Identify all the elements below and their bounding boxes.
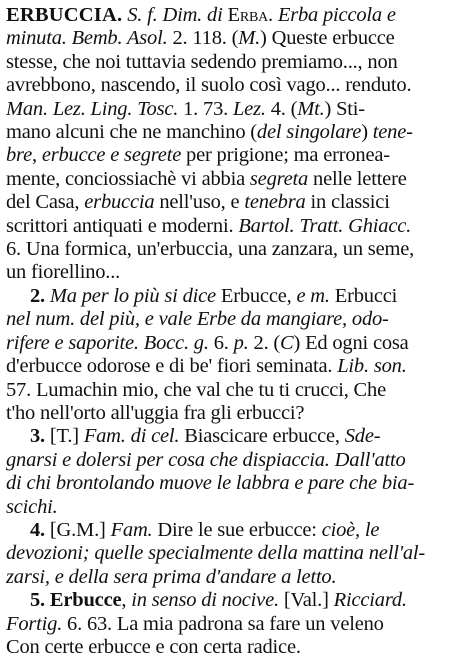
sense-number: 5. xyxy=(30,589,50,612)
entry-line xyxy=(6,496,464,519)
text-segment: ) Queste erbucce xyxy=(260,27,395,50)
text-segment: devozioni; quelle specialmente della mattina nell'al- xyxy=(6,542,426,565)
text-segment: gnarsi e dolersi per cosa che dispiaccia. Dall'atto xyxy=(6,448,406,471)
text-segment: 2. 118. ( xyxy=(167,27,239,50)
sense-number: 3. xyxy=(30,425,50,448)
text-segment: t'ho nell'orto all'uggia fra gli erbucci? xyxy=(6,401,305,424)
text-segment: M. xyxy=(238,27,261,50)
text-segment: Ma per lo più si dice xyxy=(49,284,216,307)
entry-line xyxy=(6,51,464,74)
text-segment: [T.] xyxy=(49,425,84,448)
text-segment: per prigione; ma erronea- xyxy=(181,144,390,167)
text-segment: [Val.] xyxy=(278,589,334,612)
text-segment: nell'uso, e xyxy=(154,191,245,214)
text-segment: mano alcuni che ne manchino ( xyxy=(6,121,257,144)
text-segment: Erba xyxy=(222,4,269,26)
entry-line xyxy=(6,98,464,121)
text-segment: d'erbucce odorose e di be' fiori seminata. xyxy=(6,355,338,378)
text-segment: minuta. Bemb. Asol. xyxy=(6,27,168,50)
text-segment: scrittori antiquati e moderni. xyxy=(6,214,239,237)
entry-line xyxy=(6,636,464,659)
entry-line xyxy=(6,121,464,144)
text-segment: , xyxy=(121,589,132,612)
sense-5-line xyxy=(6,589,464,612)
entry-line xyxy=(6,4,464,27)
text-segment: di chi brontolando muove le labbra e pare che bia- xyxy=(6,472,415,495)
text-segment: ) Ed ogni cosa xyxy=(293,331,409,354)
text-segment: del Casa, xyxy=(6,191,85,214)
entry-line xyxy=(6,191,464,214)
text-segment: 6. xyxy=(208,331,234,354)
text-segment: p. xyxy=(233,331,249,354)
entry-line xyxy=(6,613,464,636)
entry-line xyxy=(6,355,464,378)
text-segment: nelle lettere xyxy=(308,167,407,190)
text-segment: Erbucce xyxy=(49,589,122,612)
text-segment: bre xyxy=(6,144,32,167)
entry-line xyxy=(6,402,464,425)
text-segment: Mt. xyxy=(297,97,325,120)
text-segment: Dire le sue erbucce: xyxy=(152,518,322,541)
text-segment: ) xyxy=(361,121,373,144)
text-segment: 6. Una formica, un'erbuccia, una zanzara, un seme, xyxy=(6,238,415,261)
text-segment: nel num. del più, e vale Erbe da mangiare, odo- xyxy=(6,308,389,331)
entry-line xyxy=(6,332,464,355)
entry-line xyxy=(6,215,464,238)
text-segment: Biascicare erbucce, xyxy=(179,425,345,448)
text-segment: . xyxy=(268,4,278,26)
text-segment: stesse, che noi tuttavia sedendo premiamo..., non xyxy=(6,50,398,73)
text-segment: 6. 63. La mia padrona sa fare un veleno xyxy=(62,612,384,635)
text-segment: 4. ( xyxy=(265,97,298,120)
text-segment: Con certe erbucce e con certa radice. xyxy=(6,635,301,658)
text-segment: mente, conciossiachè vi abbia xyxy=(6,167,250,190)
text-segment: Ricciard. xyxy=(333,589,407,612)
sense-number: 4. xyxy=(30,518,50,541)
headword: ERBUCCIA. xyxy=(6,4,123,26)
text-segment: Lez. xyxy=(232,97,266,120)
text-segment: [G.M.] xyxy=(49,518,111,541)
text-segment: Erbucci xyxy=(329,284,398,307)
text-segment: Bartol. Tratt. Ghiacc. xyxy=(238,214,412,237)
text-segment: S. f. Dim. di xyxy=(127,4,223,26)
text-segment: scichi. xyxy=(6,495,58,518)
text-segment: Erbucce, xyxy=(215,284,297,307)
text-segment: ) Sti- xyxy=(324,97,365,120)
entry-line xyxy=(6,238,464,261)
text-segment: un fiorellino... xyxy=(6,261,121,284)
text-segment: tenebra xyxy=(244,191,306,214)
entry-line xyxy=(6,74,464,97)
text-segment: Lib. son. xyxy=(337,355,407,378)
text-segment: del singolare xyxy=(256,121,362,144)
text-segment: Fam. di cel. xyxy=(83,425,180,448)
text-segment: Fam. xyxy=(110,518,153,541)
text-segment: Fortig. xyxy=(6,612,63,635)
text-segment: zarsi, e della sera prima d'andare a letto. xyxy=(6,565,337,588)
text-segment: , xyxy=(31,144,42,167)
sense-2-line xyxy=(6,285,464,308)
text-segment: segreta xyxy=(249,167,309,190)
text-segment: cioè, le xyxy=(321,518,380,541)
sense-3-line xyxy=(6,425,464,448)
entry-line xyxy=(6,144,464,167)
entry-line xyxy=(6,449,464,472)
text-segment: e m. xyxy=(296,284,330,307)
entry-line xyxy=(6,261,464,284)
text-segment: 2. ( xyxy=(248,331,281,354)
text-segment: in classici xyxy=(305,191,390,214)
entry-line xyxy=(6,379,464,402)
text-segment: Sde- xyxy=(344,425,381,448)
text-segment: rifere e saporite. Bocc. g. xyxy=(6,331,209,354)
entry-line xyxy=(6,566,464,589)
text-segment: avrebbono, nascendo, il suolo così vago... renduto. xyxy=(6,74,412,97)
text-segment: 1. 73. xyxy=(178,97,233,120)
entry-line xyxy=(6,168,464,191)
text-segment: in senso di nocive. xyxy=(131,589,279,612)
sense-4-line xyxy=(6,519,464,542)
entry-line xyxy=(6,27,464,50)
entry-line xyxy=(6,472,464,495)
entry-line xyxy=(6,542,464,565)
text-segment: Man. Lez. Ling. Tosc. xyxy=(6,97,179,120)
text-segment: erbuccia xyxy=(84,191,155,214)
text-segment: erbucce e segrete xyxy=(41,144,182,167)
text-segment: 57. Lumachin mio, che val che tu ti crucci, Che xyxy=(6,378,386,401)
text-segment: Erba piccola e xyxy=(277,4,396,26)
entry-line xyxy=(6,308,464,331)
text-segment: C xyxy=(280,331,294,354)
text-segment: tene- xyxy=(372,121,413,144)
sense-number: 2. xyxy=(30,284,50,307)
